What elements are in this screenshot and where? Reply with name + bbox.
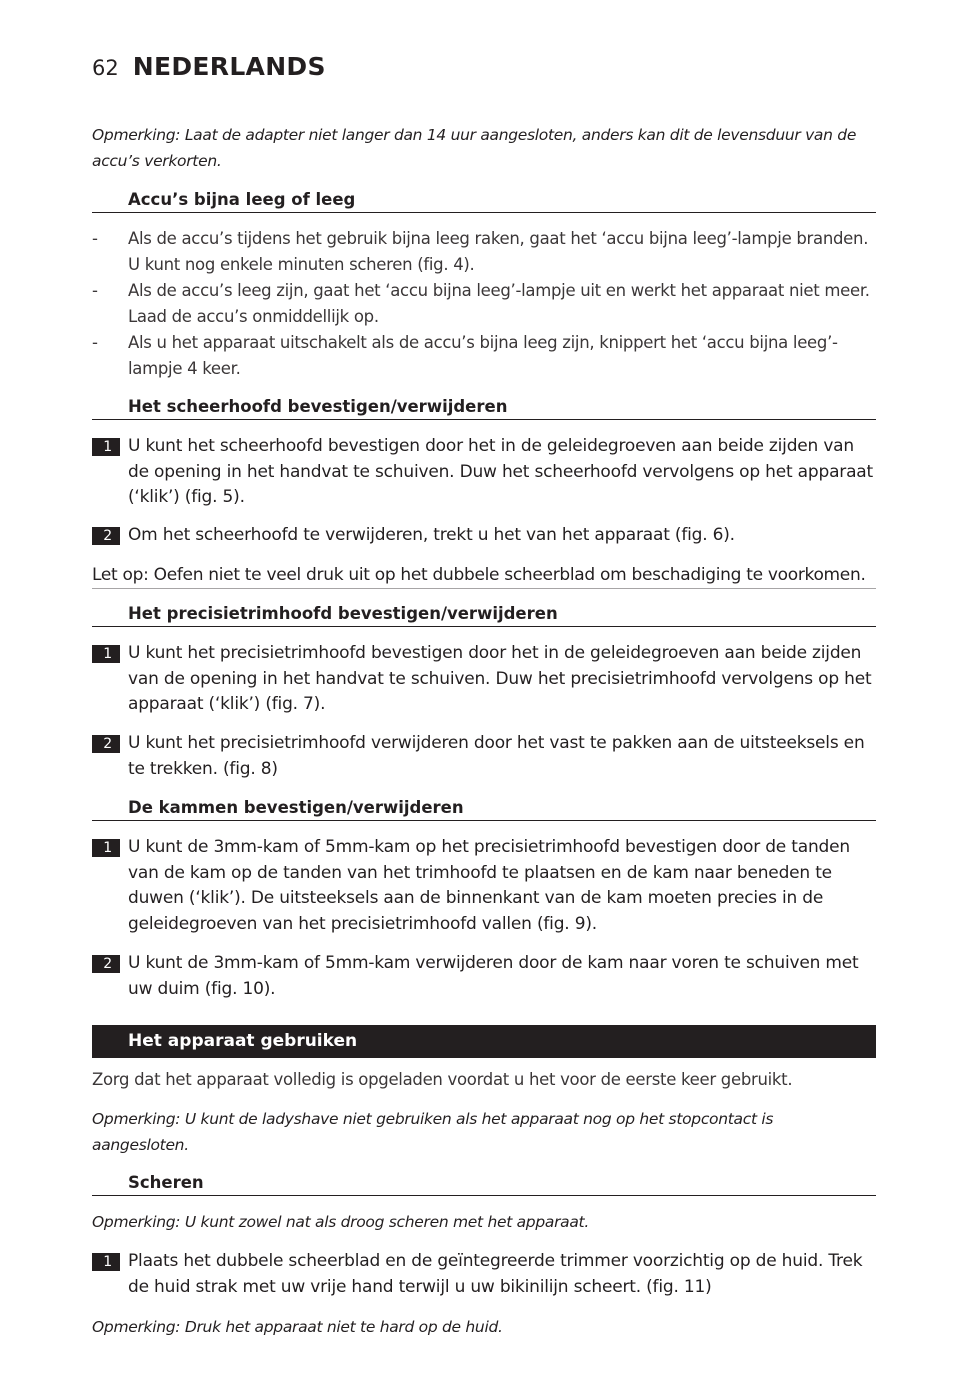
step-item: [92, 731, 878, 782]
step-text: Om het scheerhoofd te verwijderen, trekt u het van het apparaat (fig. 6).: [128, 525, 735, 545]
note-adapter: Opmerking: Laat de adapter niet langer dan 14 uur aangesloten, anders kan dit de levensduur van de accu’s verkorten.: [92, 126, 857, 170]
use-intro: Zorg dat het apparaat volledig is opgeladen voordat u het voor de eerste keer gebruikt.: [92, 1070, 793, 1089]
section-bar-use: Het apparaat gebruiken: [92, 1025, 876, 1058]
note-wet-dry: Opmerking: U kunt zowel nat als droog scheren met het apparaat.: [92, 1213, 589, 1231]
list-item: - Als u het apparaat uitschakelt als de accu’s bijna leeg zijn, knippert het ‘accu bijna leeg’-lampje 4 keer.: [92, 333, 838, 378]
step-number: 2: [92, 955, 120, 973]
battery-bullet-list: [92, 226, 878, 382]
list-item: - Als de accu’s leeg zijn, gaat het ‘accu bijna leeg’-lampje uit en werkt het apparaat niet meer. Laad de accu’s onmiddellijk op.: [92, 281, 870, 326]
step-text: U kunt de 3mm-kam of 5mm-kam op het precisietrimhoofd bevestigen door de tanden van de kam op de tanden van het trimhoofd te plaatsen en de kam naar beneden te duwen (‘klik’). De uitsteeksels aan de binnenkant van de kam moeten precies in de geleidegroeven van het precisietrimhoofd vallen (fig. 9).: [128, 837, 850, 934]
step-number: 1: [92, 839, 120, 857]
step-number: 2: [92, 735, 120, 753]
step-number: 2: [92, 527, 120, 545]
step-item: [92, 835, 878, 937]
page-number: 62: [92, 56, 119, 80]
heading-shaving: Scheren: [92, 1170, 876, 1196]
step-item: [92, 641, 878, 718]
caution-text: Let op: Oefen niet te veel druk uit op het dubbele scheerblad om beschadiging te voorkomen.: [92, 562, 876, 589]
step-number: 1: [92, 1253, 120, 1271]
step-text: Plaats het dubbele scheerblad en de geïntegreerde trimmer voorzichtig op de huid. Trek de huid strak met uw vrije hand terwijl u uw bikinilijn scheert. (fig. 11): [128, 1251, 863, 1297]
step-item: [92, 1249, 878, 1300]
step-item: [92, 434, 878, 511]
heading-battery: Accu’s bijna leeg of leeg: [92, 187, 876, 213]
heading-precision-trimmer: Het precisietrimhoofd bevestigen/verwijderen: [92, 601, 876, 627]
step-number: 1: [92, 438, 120, 456]
step-item: [92, 523, 878, 549]
heading-shaving-head: Het scheerhoofd bevestigen/verwijderen: [92, 394, 876, 420]
step-text: U kunt het precisietrimhoofd bevestigen door het in de geleidegroeven aan beide zijden van de opening in het handvat te schuiven. Duw het precisietrimhoofd vervolgens op het apparaat (‘klik’) (fig. 7).: [128, 643, 872, 714]
step-number: 1: [92, 645, 120, 663]
step-text: U kunt de 3mm-kam of 5mm-kam verwijderen door de kam naar voren te schuiven met uw duim (fig. 10).: [128, 953, 859, 999]
step-text: U kunt het scheerhoofd bevestigen door het in de geleidegroeven aan beide zijden van de opening in het handvat te schuiven. Duw het scheerhoofd vervolgens op het apparaat (‘klik’) (fig. 5).: [128, 436, 873, 507]
step-item: [92, 951, 878, 1002]
note-ladyshave: Opmerking: U kunt de ladyshave niet gebruiken als het apparaat nog op het stopcontact is aangesloten.: [92, 1110, 774, 1154]
page-header: [92, 52, 326, 81]
heading-combs: De kammen bevestigen/verwijderen: [92, 795, 876, 821]
list-item: - Als de accu’s tijdens het gebruik bijna leeg raken, gaat het ‘accu bijna leeg’-lampje branden. U kunt nog enkele minuten scheren (fig. 4).: [92, 229, 869, 274]
language-title: NEDERLANDS: [132, 52, 326, 81]
note-pressure: Opmerking: Druk het apparaat niet te hard op de huid.: [92, 1318, 503, 1336]
step-text: U kunt het precisietrimhoofd verwijderen door het vast te pakken aan de uitsteeksels en te trekken. (fig. 8): [128, 733, 865, 779]
